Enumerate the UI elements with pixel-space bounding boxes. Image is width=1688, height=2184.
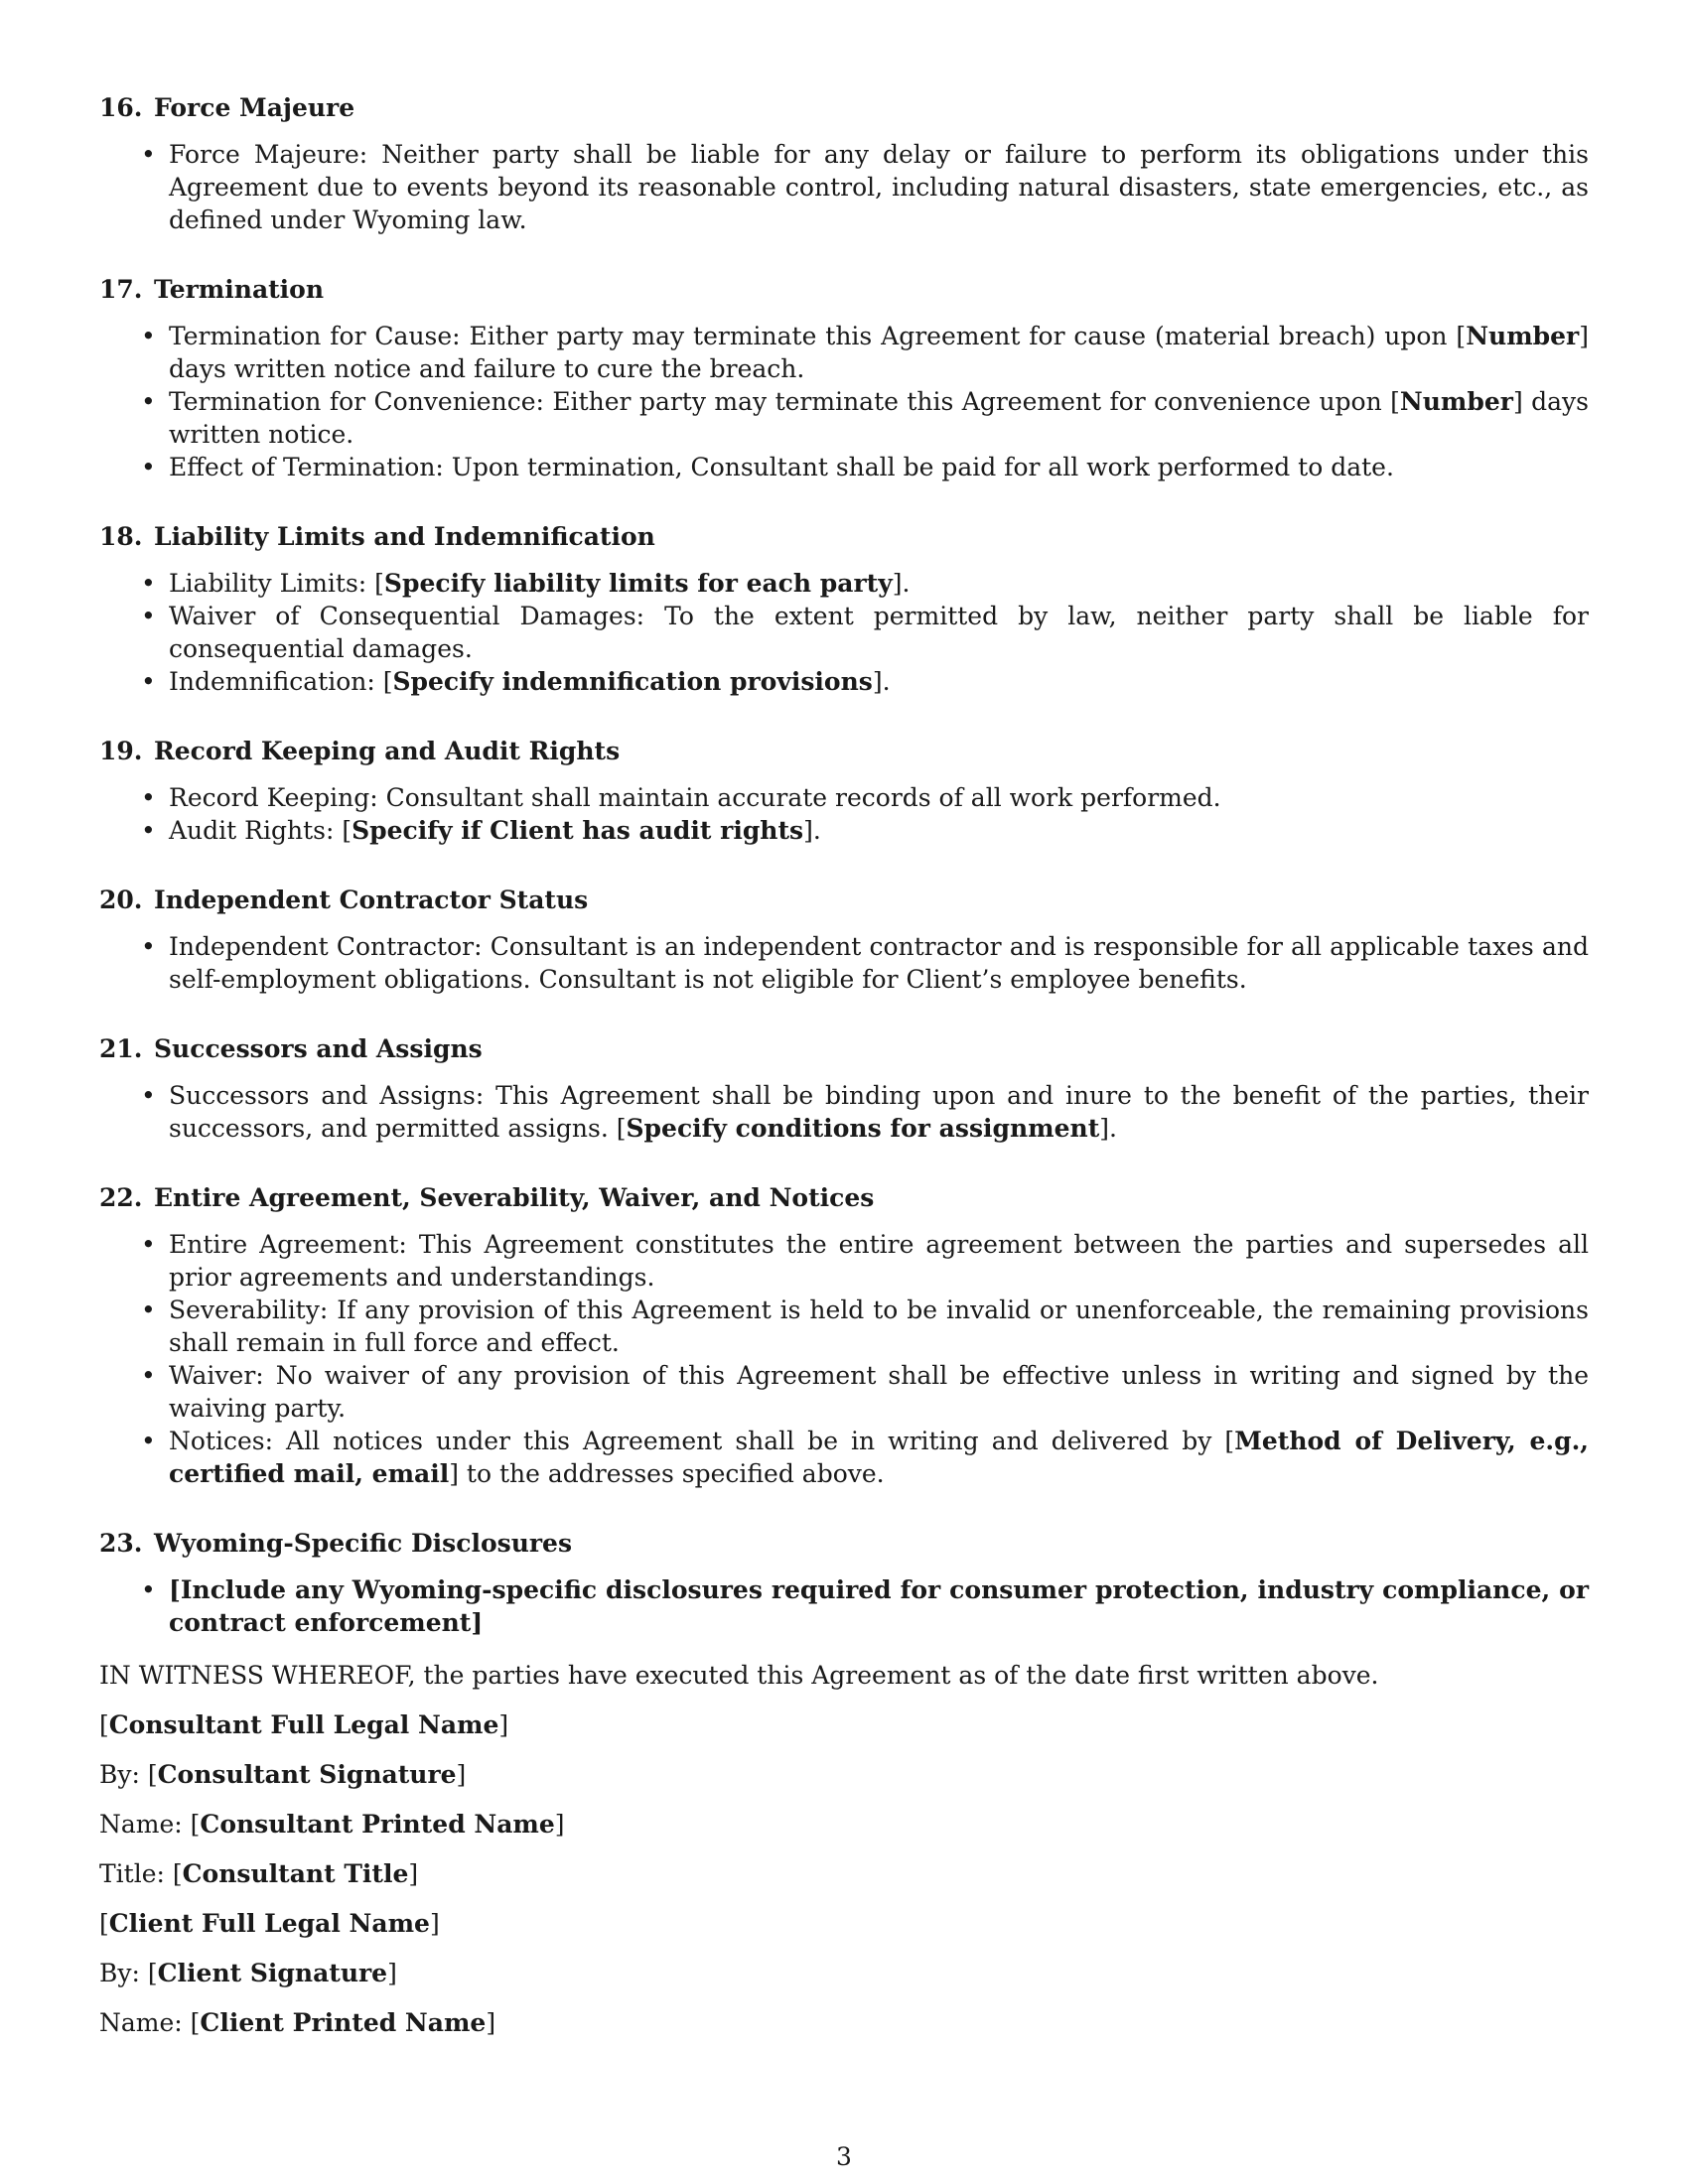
section-title: Independent Contractor Status <box>154 886 589 914</box>
placeholder-text: Specify if Client has audit rights <box>352 816 804 845</box>
section-title: Record Keeping and Audit Rights <box>154 737 621 765</box>
section <box>99 1527 1589 1639</box>
signature-placeholder: Consultant Printed Name <box>200 1810 555 1839</box>
placeholder-text: Number <box>1466 322 1580 350</box>
placeholder-text: Specify indemnification provisions <box>392 667 873 696</box>
clause-text: Force Majeure: Neither party shall be liable for any delay or failure to perform its obligations under this Agreement due to events beyond its reasonable control, including natural disasters, state emergencies, etc., as defined under Wyoming law. <box>169 140 1589 234</box>
clause-text: ]. <box>872 667 891 696</box>
sections-container <box>99 91 1589 1639</box>
clause-text: Record Keeping: Consultant shall maintain accurate records of all work performed. <box>169 783 1221 812</box>
list-item <box>99 1079 1589 1145</box>
section-heading <box>99 884 1589 916</box>
bullet-list <box>99 781 1589 847</box>
signature-label: By: <box>99 1959 148 1987</box>
clause-text: Successors and Assigns: This Agreement shall be binding upon and inure to the benefit of the parties, their successors, and permitted assigns. [ <box>169 1081 1589 1143</box>
list-item <box>99 567 1589 600</box>
list-item <box>99 1425 1589 1490</box>
section-title: Termination <box>154 275 325 304</box>
clause-text: ]. <box>892 569 911 598</box>
witness-statement: IN WITNESS WHEREOF, the parties have executed this Agreement as of the date first written above. <box>99 1661 1379 1690</box>
section-heading <box>99 91 1589 124</box>
signature-line: Title: [Consultant Title] <box>99 1859 419 1888</box>
page-number: 3 <box>836 2142 852 2171</box>
signature-label: By: <box>99 1760 148 1789</box>
clause-text: Termination for Convenience: Either party may terminate this Agreement for convenience upon [ <box>169 387 1400 416</box>
list-item <box>99 1359 1589 1425</box>
section-heading <box>99 273 1589 306</box>
signature-line: [Client Full Legal Name] <box>99 1909 440 1938</box>
section-number: 23. <box>99 1529 143 1558</box>
clause-text: ]. <box>1099 1114 1117 1143</box>
list-item <box>99 781 1589 814</box>
bullet-list <box>99 567 1589 698</box>
list-item <box>99 1294 1589 1359</box>
signature-placeholder: Consultant Full Legal Name <box>108 1710 499 1739</box>
section <box>99 520 1589 698</box>
signature-placeholder: Consultant Signature <box>157 1760 457 1789</box>
placeholder-text: Specify liability limits for each party <box>383 569 893 598</box>
signature-block <box>99 1708 1589 2039</box>
section-heading <box>99 1527 1589 1560</box>
section <box>99 273 1589 483</box>
signature-line: By: [Consultant Signature] <box>99 1760 467 1789</box>
placeholder-text: Specify conditions for assignment <box>626 1114 1100 1143</box>
signature-label: Name: <box>99 2008 191 2037</box>
list-item <box>99 665 1589 698</box>
section-title: Force Majeure <box>154 93 355 122</box>
signature-label: Title: <box>99 1859 173 1888</box>
signature-line: Name: [Client Printed Name] <box>99 2008 496 2037</box>
section-heading <box>99 520 1589 553</box>
clause-text: Liability Limits: [ <box>169 569 384 598</box>
section-number: 17. <box>99 275 143 304</box>
placeholder-text: Method of Delivery, e.g., certified mail, email <box>169 1427 1589 1488</box>
bullet-list <box>99 1079 1589 1145</box>
section-number: 18. <box>99 522 143 551</box>
section-number: 22. <box>99 1183 143 1212</box>
clause-text: Entire Agreement: This Agreement constitutes the entire agreement between the parties and supersedes all prior agreements and understandings. <box>169 1230 1589 1292</box>
section-title: Liability Limits and Indemnification <box>154 522 655 551</box>
signature-placeholder: Client Signature <box>157 1959 388 1987</box>
clause-text: Notices: All notices under this Agreement shall be in writing and delivered by [ <box>169 1427 1235 1455</box>
section-title: Entire Agreement, Severability, Waiver, and Notices <box>154 1183 875 1212</box>
list-item <box>99 320 1589 385</box>
clause-text: Indemnification: [ <box>169 667 393 696</box>
section-number: 19. <box>99 737 143 765</box>
clause-text: ] to the addresses specified above. <box>449 1459 885 1488</box>
signature-line: [Consultant Full Legal Name] <box>99 1710 509 1739</box>
list-item <box>99 451 1589 483</box>
section-number: 20. <box>99 886 143 914</box>
list-item <box>99 814 1589 847</box>
placeholder-text: Number <box>1399 387 1513 416</box>
list-item <box>99 1573 1589 1639</box>
clause-text: Severability: If any provision of this Agreement is held to be invalid or unenforceable, the remaining provisions shall remain in full force and effect. <box>169 1296 1589 1357</box>
section-heading <box>99 1032 1589 1065</box>
clause-text: Waiver of Consequential Damages: To the extent permitted by law, neither party shall be liable for consequential damages. <box>169 602 1589 663</box>
section-heading <box>99 1181 1589 1214</box>
signature-label: Name: <box>99 1810 191 1839</box>
signature-placeholder: Client Printed Name <box>200 2008 487 2037</box>
clause-text: Independent Contractor: Consultant is an independent contractor and is responsible for all applicable taxes and self-employment obligations. Consultant is not eligible for Client’s employee benefits. <box>169 932 1589 994</box>
section-title: Wyoming-Specific Disclosures <box>154 1529 573 1558</box>
list-item <box>99 138 1589 236</box>
section <box>99 91 1589 236</box>
clause-text: ] days written notice and failure to cure the breach. <box>169 322 1589 383</box>
section <box>99 884 1589 996</box>
clause-text: Audit Rights: [ <box>169 816 352 845</box>
clause-text: ] days written notice. <box>169 387 1590 449</box>
signature-line: By: [Client Signature] <box>99 1959 397 1987</box>
signature-line: Name: [Consultant Printed Name] <box>99 1810 565 1839</box>
list-item <box>99 385 1589 451</box>
section-title: Successors and Assigns <box>154 1034 483 1063</box>
bullet-list <box>99 1573 1589 1639</box>
clause-text: ]. <box>803 816 821 845</box>
bullet-list <box>99 320 1589 483</box>
section-number: 21. <box>99 1034 143 1063</box>
clause-text: Effect of Termination: Upon termination, Consultant shall be paid for all work performed to date. <box>169 453 1394 481</box>
bullet-list <box>99 1228 1589 1490</box>
list-item <box>99 930 1589 996</box>
signature-placeholder: Client Full Legal Name <box>108 1909 430 1938</box>
clause-text: Termination for Cause: Either party may terminate this Agreement for cause (material breach) upon [ <box>169 322 1467 350</box>
section-heading <box>99 735 1589 767</box>
list-item <box>99 1228 1589 1294</box>
document-page <box>99 91 1589 2056</box>
bullet-list <box>99 138 1589 236</box>
section <box>99 1181 1589 1490</box>
clause-text: Waiver: No waiver of any provision of this Agreement shall be effective unless in writing and signed by the waiving party. <box>169 1361 1589 1423</box>
signature-placeholder: Consultant Title <box>182 1859 409 1888</box>
section-number: 16. <box>99 93 143 122</box>
section <box>99 735 1589 847</box>
list-item <box>99 600 1589 665</box>
bullet-list <box>99 930 1589 996</box>
section <box>99 1032 1589 1145</box>
placeholder-text: [Include any Wyoming-specific disclosures required for consumer protection, industry compliance, or contract enforcement] <box>169 1575 1589 1637</box>
